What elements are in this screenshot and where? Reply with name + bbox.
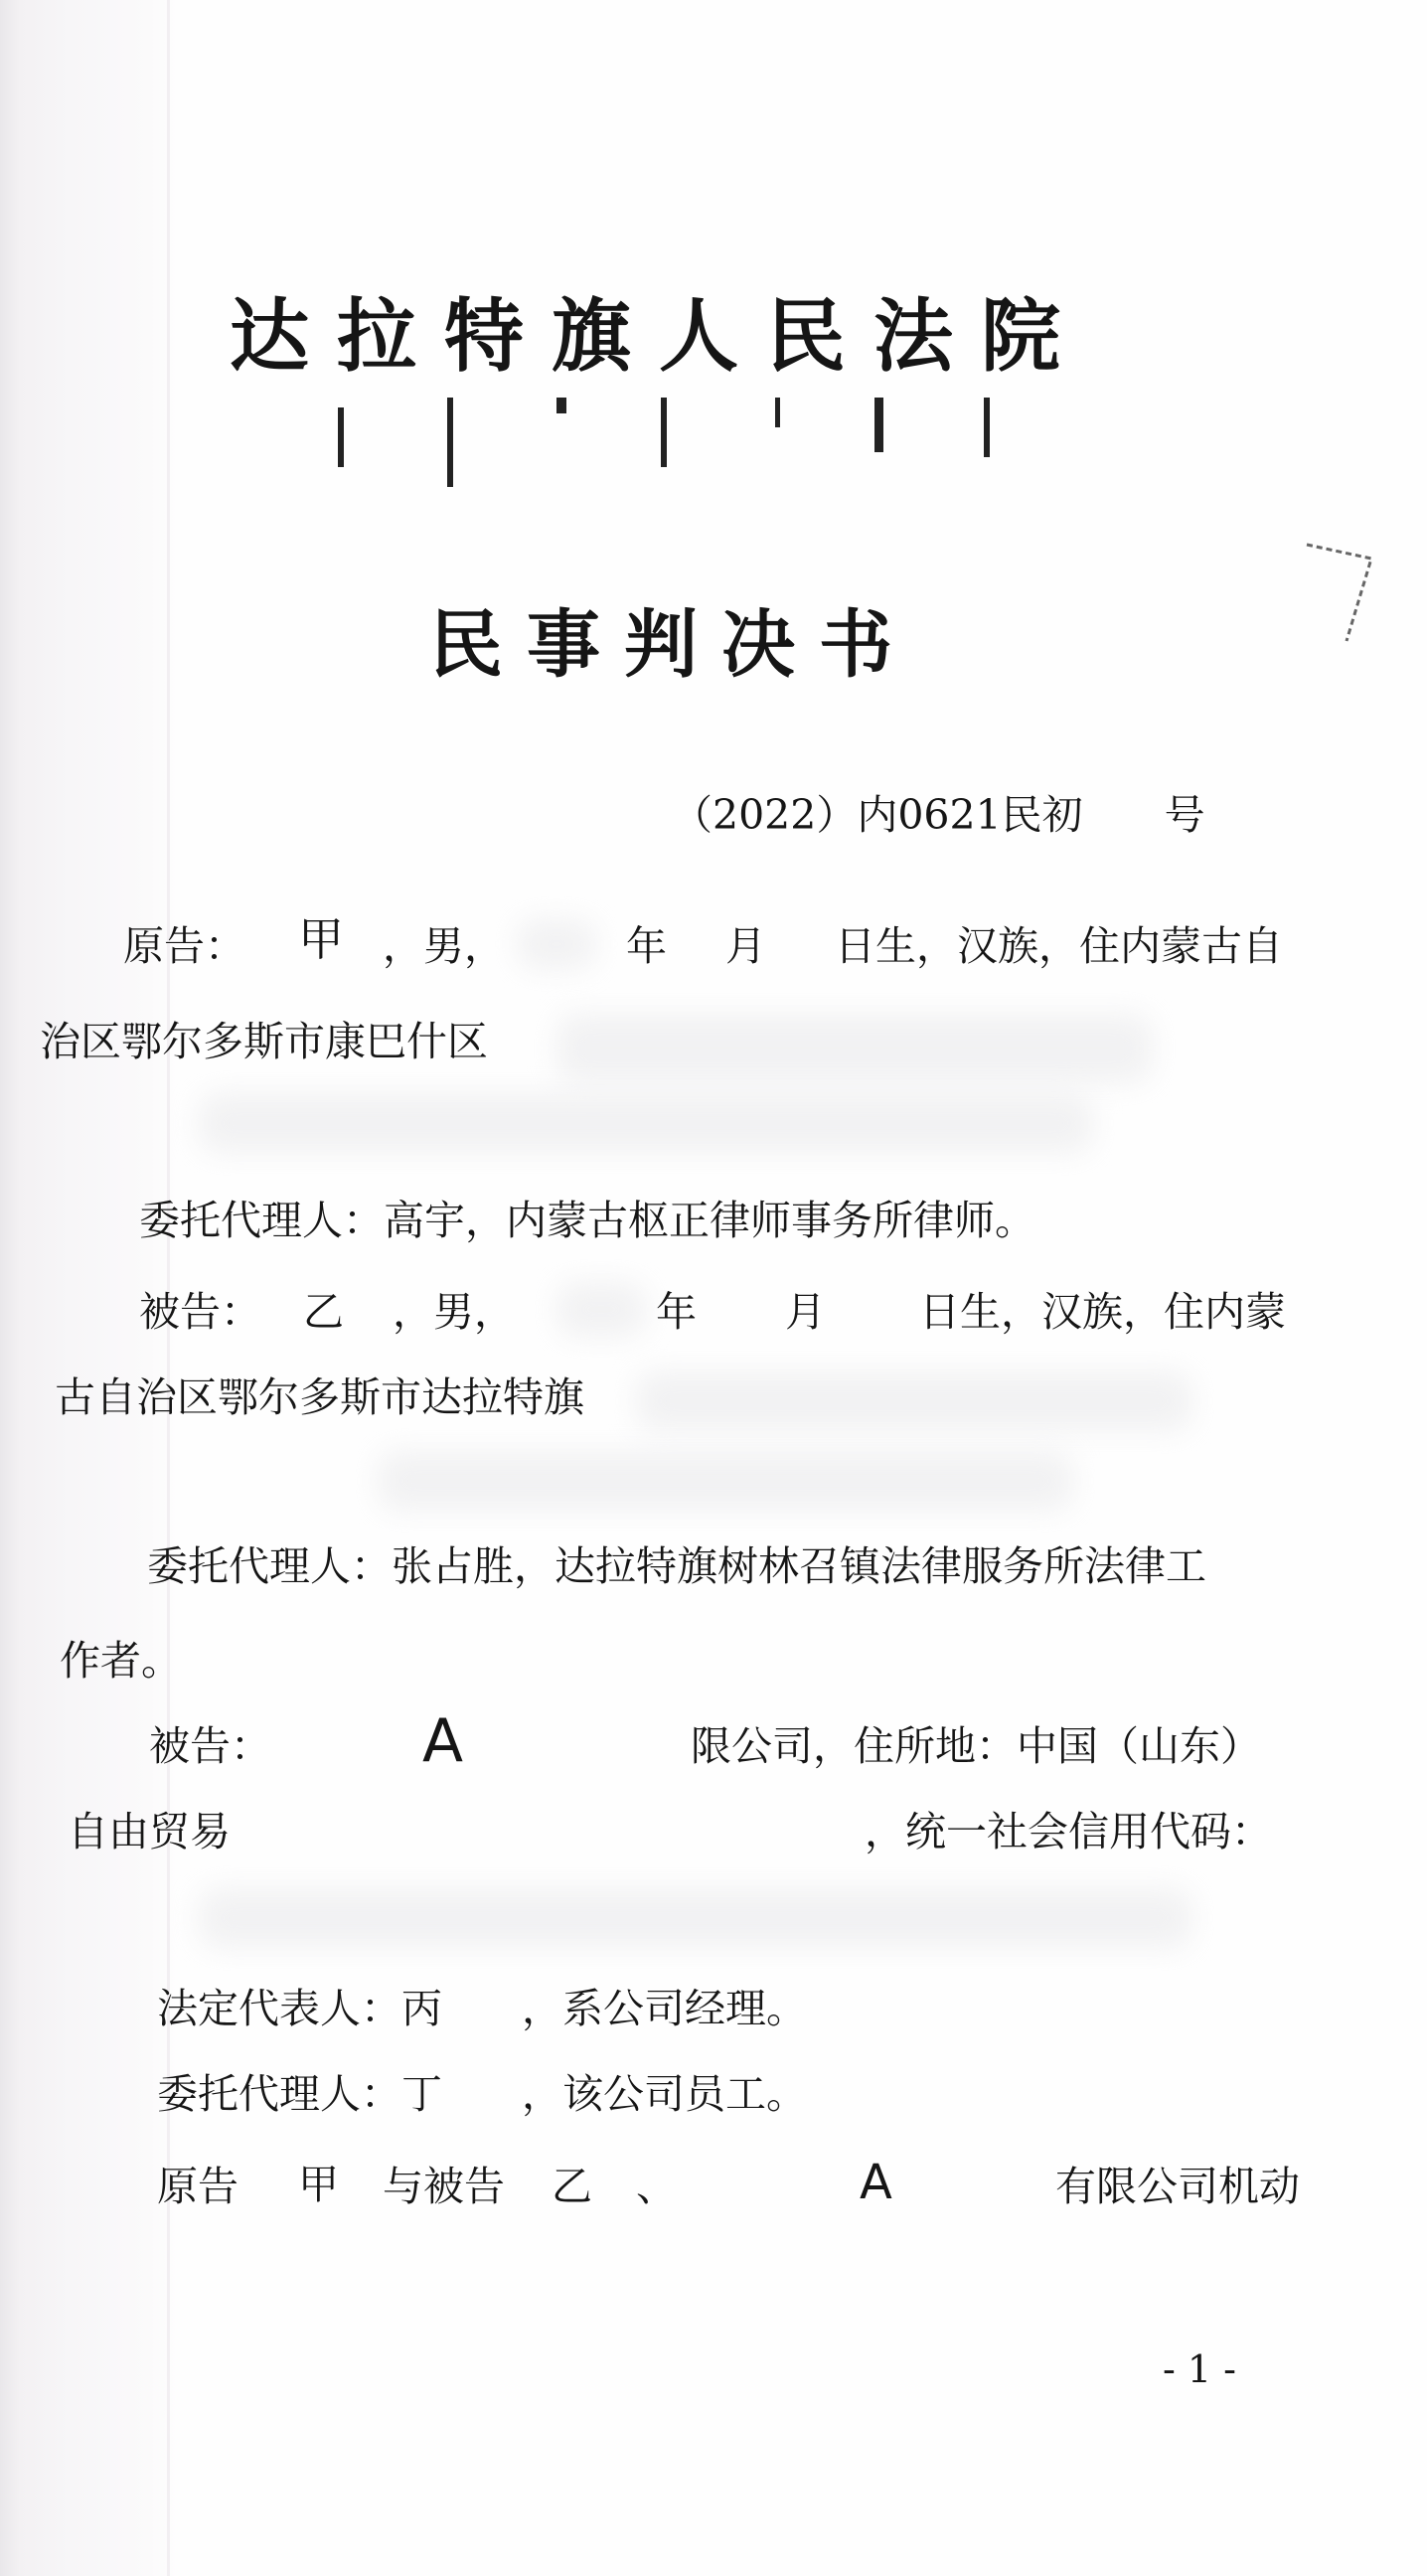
plaintiff-agent: 委托代理人：高宇，内蒙古枢正律师事务所律师。 — [139, 1197, 1035, 1244]
defendant2-company: 限公司，住所地：中国（山东） — [691, 1722, 1261, 1770]
redaction — [556, 1014, 1153, 1083]
redaction — [199, 1888, 1192, 1948]
defendant1-address: 古自治区鄂尔多斯市达拉特旗 — [55, 1373, 584, 1421]
redaction — [378, 1451, 1073, 1511]
redaction — [517, 919, 596, 969]
defendant1-birth-day: 日生，汉族，住内蒙 — [919, 1288, 1286, 1336]
defendant1-name: 乙 — [303, 1288, 344, 1336]
defendant2-agent — [157, 2070, 807, 2118]
defendant1-birth-year: 年 — [656, 1288, 697, 1336]
legal-rep-name: 丙 — [401, 1985, 442, 2032]
plaintiff-birth-year: 年 — [626, 922, 667, 970]
summary-defendant1: 乙 — [552, 2163, 592, 2210]
agent-name: 丁 — [401, 2070, 442, 2118]
defendant1-gender: ，男， — [393, 1288, 515, 1336]
defendant2-address: 自由贸易 — [68, 1808, 231, 1855]
agent-role: ，该公司员工。 — [522, 2070, 807, 2118]
stamp-mark — [1302, 537, 1381, 646]
document-title: 民事判决书 — [429, 602, 916, 688]
case-number: （2022）内0621民初 号 — [672, 791, 1205, 839]
defendant1-birth-month: 月 — [785, 1288, 826, 1336]
summary-with-defendant: 与被告 — [383, 2163, 505, 2210]
defendant1-agent-cont: 作者。 — [60, 1637, 182, 1685]
plaintiff-birth-month: 月 — [725, 922, 766, 970]
plaintiff-gender: ，男， — [383, 922, 505, 970]
mongolian-court-name — [318, 398, 1033, 487]
legal-representative — [157, 1985, 807, 2032]
legal-rep-role: ，系公司经理。 — [522, 1985, 807, 2032]
plaintiff-address: 治区鄂尔多斯市康巴什区 — [40, 1018, 488, 1065]
legal-rep-label: 法定代表人： — [157, 1985, 401, 2032]
defendant2-credit-code: ，统一社会信用代码： — [865, 1808, 1272, 1855]
defendant2-label: 被告： — [149, 1722, 271, 1770]
summary-plaintiff-label: 原告 — [157, 2163, 238, 2210]
court-name: 达拉特旗人民法院 — [230, 289, 1088, 383]
plaintiff-name: 甲 — [298, 912, 344, 966]
plaintiff-label: 原告： — [123, 922, 245, 970]
summary-plaintiff: 甲 — [298, 2161, 339, 2208]
agent-label: 委托代理人： — [157, 2070, 401, 2118]
page-number: - 1 - — [1163, 2347, 1237, 2391]
summary-separator: 、 — [636, 2163, 677, 2210]
summary-tail: 有限公司机动 — [1055, 2163, 1300, 2210]
defendant1-agent: 委托代理人：张占胜，达拉特旗树林召镇法律服务所法律工 — [147, 1542, 1206, 1590]
redaction — [556, 1282, 646, 1337]
defendant2-name: A — [422, 1706, 464, 1776]
summary-defendant2: A — [860, 2155, 892, 2210]
plaintiff-birth-day: 日生，汉族，住内蒙古自 — [835, 922, 1283, 970]
redaction — [636, 1371, 1192, 1431]
redaction — [199, 1093, 1093, 1153]
defendant1-label: 被告： — [139, 1288, 261, 1336]
